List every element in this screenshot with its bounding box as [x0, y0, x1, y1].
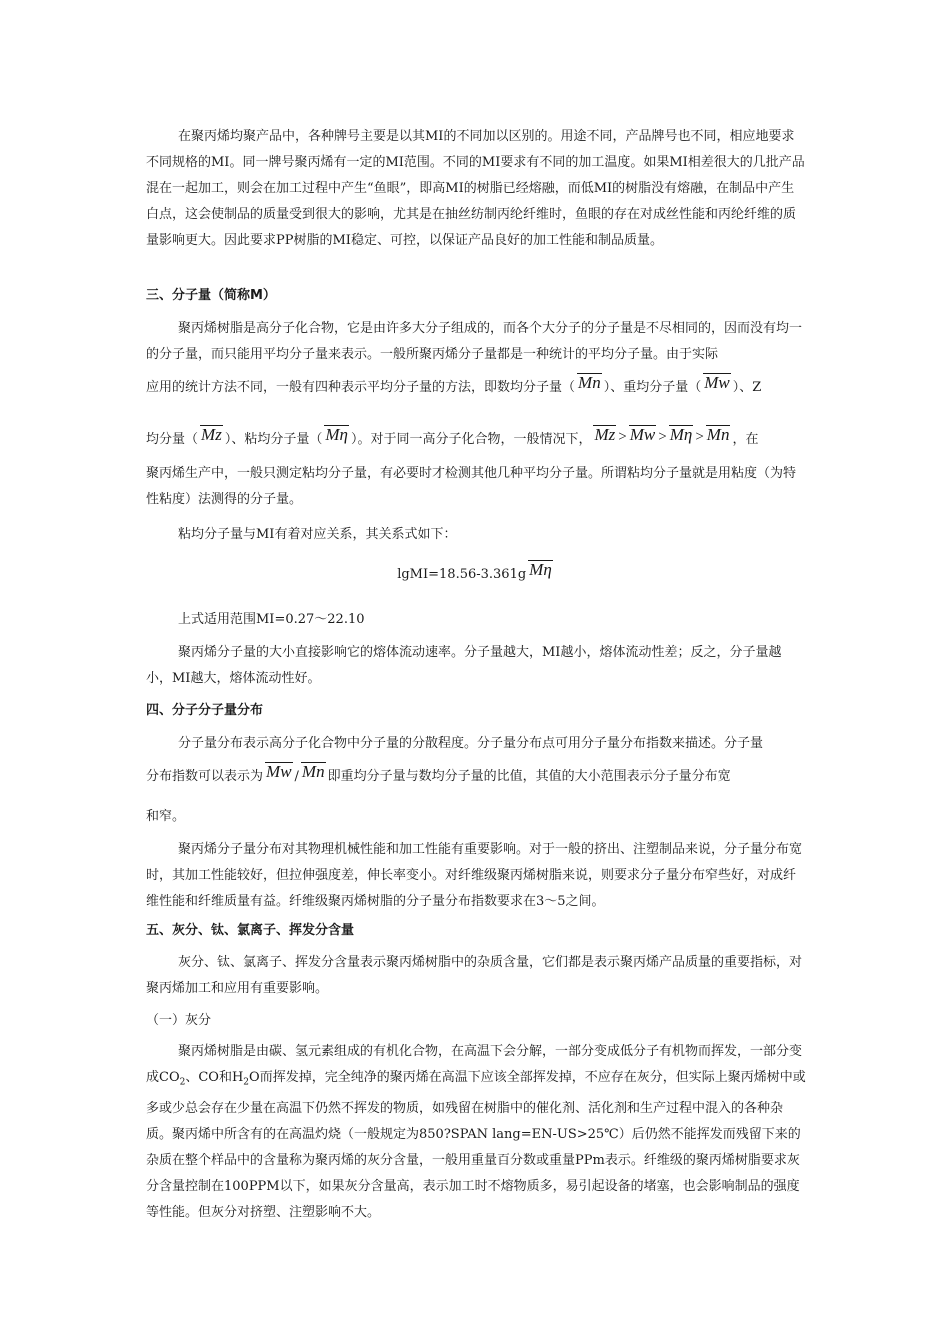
equation — [146, 560, 806, 587]
paragraph-mi-grades: 在聚丙烯均聚产品中，各种牌号主要是以其MI的不同加以区别的。用途不同，产品牌号也不同，相应地要求不同规格的MI。同一牌号聚丙烯有一定的MI范围。不同的MI要求有不同的加工温度。如果MI相差很大的几批产品混在一起加工，则会在加工过程中产生“鱼眼”，即高MI的树脂已经熔融，而低MI的树脂没有熔融，在制品中产生白点，这会使制品的质量受到很大的影响，尤其是在抽丝纺制丙纶纤维时，鱼眼的存在对成丝性能和丙纶纤维的质量影响更大。因此要求PP树脂的MI稳定、可控，以保证产品良好的加工性能和制品质量。 — [146, 129, 805, 248]
gt-sign: > — [695, 429, 704, 445]
gt-sign: > — [618, 429, 627, 445]
text-fragment: 分布指数可以表示为 — [146, 769, 264, 784]
formula-line-averages — [146, 373, 806, 399]
text-fragment: 应用的统计方法不同，一般有四种表示平均分子量的方法，即数均分子量（ — [146, 380, 576, 395]
gt-sign: > — [658, 429, 667, 445]
symbol-Mw: Mw — [266, 762, 292, 781]
paragraph-impurities: 灰分、钛、氯离子、挥发分含量表示聚丙烯树脂中的杂质含量，它们都是表示聚丙烯产品质量的重要指标，对聚丙烯加工和应用有重要影响。 — [146, 955, 803, 996]
symbol-Mz: Mz — [201, 425, 222, 444]
symbol-Mn: Mn — [578, 373, 601, 392]
formula-line-inequality — [146, 425, 806, 451]
symbol-Mw: Mw — [629, 425, 656, 444]
text-fragment: ）、粘均分子量（ — [224, 432, 323, 447]
paragraph-mfr: 聚丙烯分子量的大小直接影响它的熔体流动速率。分子量越大，MI越小，熔体流动性差；反之，分子量越小，MI越大，熔体流动性好。 — [146, 645, 782, 686]
paragraph-range: 上式适用范围MI=0.27～22.10 — [178, 612, 365, 627]
symbol-Mw: Mw — [704, 373, 730, 392]
text-fragment: 即重均分子量与数均分子量的比值，其值的大小范围表示分子量分布宽 — [327, 769, 731, 784]
equation-text: lgMI=18.56-3.361g — [397, 567, 527, 582]
symbol-Mn: Mn — [706, 425, 730, 444]
text-fragment: 均分量（ — [146, 432, 199, 447]
text-fragment: ）、Z — [732, 380, 762, 395]
paragraph-viscosity-average: 聚丙烯生产中，一般只测定粘均分子量，有必要时才检测其他几种平均分子量。所谓粘均分子量就是用粘度（为特性粘度）法测得的分子量。 — [146, 466, 797, 507]
symbol-Mn: Mn — [301, 762, 325, 781]
paragraph-distribution-end: 和窄。 — [146, 809, 186, 824]
symbol-Mz: Mz — [594, 425, 616, 444]
section-heading-3: 三、分子量（简称M） — [146, 288, 276, 303]
text-fragment: ）。对于同一高分子化合物，一般情况下， — [350, 432, 592, 447]
slash: / — [294, 769, 299, 784]
text-fragment: ，在 — [732, 432, 759, 447]
paragraph-distribution-effect: 聚丙烯分子量分布对其物理机械性能和加工性能有重要影响。对于一般的挤出、注塑制品来说，分子量分布宽时，其加工性能较好，但拉伸强度差，伸长率变小。对纤维级聚丙烯树脂来说，则要求分子量分布窄些好，对成纤维性能和纤维质量有益。纤维级聚丙烯树脂的分子量分布指数要求在3～5之间。 — [146, 842, 803, 909]
subheading-ash: （一）灰分 — [146, 1013, 212, 1028]
paragraph-relation: 粘均分子量与MI有着对应关系，其关系式如下： — [178, 527, 457, 542]
symbol-Meta: Mη — [669, 425, 693, 444]
formula-line-ratio — [146, 762, 806, 788]
paragraph-molecular-weight: 聚丙烯树脂是高分子化合物，它是由许多大分子组成的，而各个大分子的分子量是不尽相同的，因而没有均一的分子量，而只能用平均分子量来表示。一般所聚丙烯分子量都是一种统计的平均分子量。由于实际 — [146, 321, 803, 362]
section-heading-4: 四、分子分子量分布 — [146, 703, 264, 718]
symbol-Meta: Mη — [325, 425, 348, 444]
paragraph-distribution: 分子量分布表示高分子化合物中分子量的分散程度。分子量分布点可用分子量分布指数来描述。分子量 — [178, 736, 764, 751]
symbol-Meta: Mη — [529, 560, 552, 579]
section-heading-5: 五、灰分、钛、氯离子、挥发分含量 — [146, 923, 355, 938]
text-fragment: ）、重均分子量（ — [603, 380, 702, 395]
paragraph-ash: 聚丙烯树脂是由碳、氢元素组成的有机化合物，在高温下会分解，一部分变成低分子有机物而挥发，一部分变成$CO_2$、CO和$H_2O$而挥发掉，完全纯净的聚丙烯在高温下应该全部挥发掉，不应存在灰分，但实际上聚丙烯树中或多或少总会存在少量在高温下仍然不挥发的物质，如残留在树脂中的催化剂、活化剂和生产过程中混入的各种杂质。聚丙烯中所含有的在高温灼烧（一般规定为850?SPAN lang=EN-US>25℃）后仍然不能挥发而残留下来的杂质在整个样品中的含量称为聚丙烯的灰分含量，一般用重量百分数或重量PPm表示。纤维级的聚丙烯树脂要求灰分含量控制在100PPM以下，如果灰分含量高，表示加工时不熔物质多，易引起设备的堵塞，也会影响制品的强度等性能。但灰分对挤塑、注塑影响不大。 — [146, 1044, 806, 1220]
